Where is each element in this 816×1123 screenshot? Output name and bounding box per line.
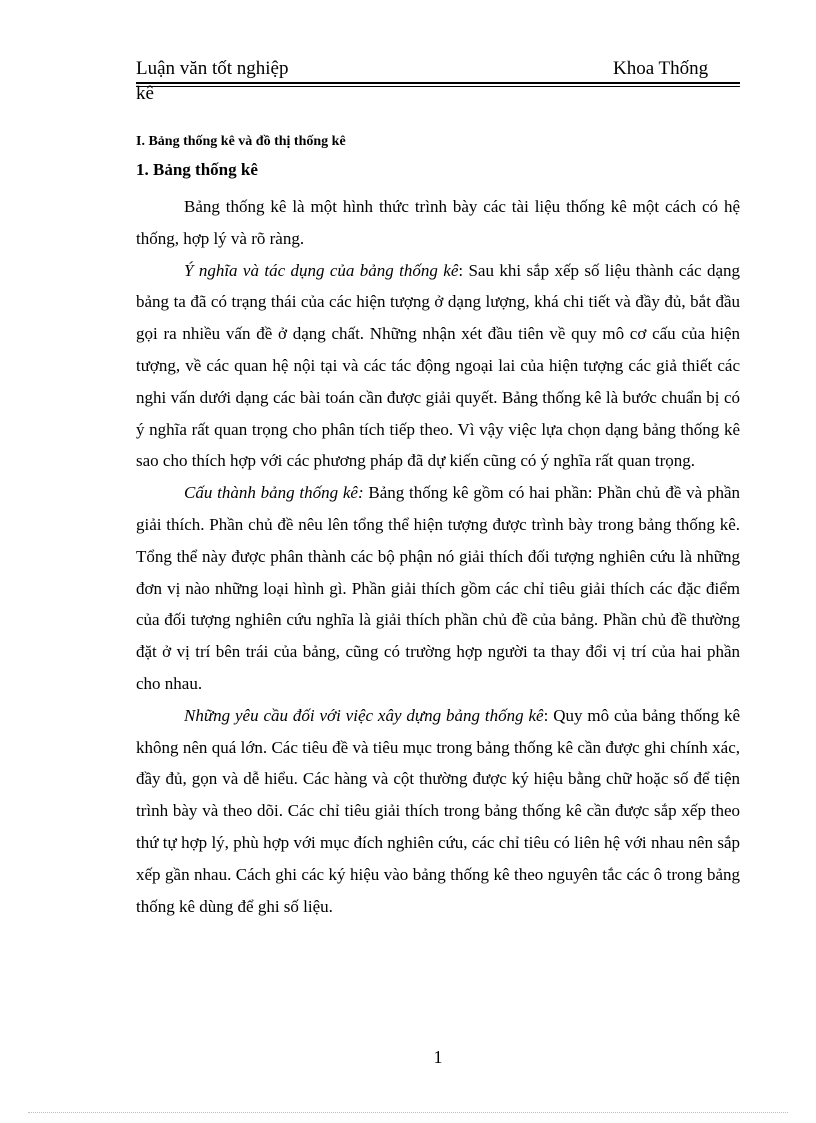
header-right-text: Khoa Thống xyxy=(613,58,709,79)
paragraph xyxy=(136,477,740,700)
page-bottom-border xyxy=(28,1112,788,1113)
header-left-text: Luận văn tốt nghiệp xyxy=(136,58,289,79)
paragraph xyxy=(136,191,740,255)
header-continuation-text: kê xyxy=(136,83,154,104)
header-rule-thick xyxy=(136,82,740,84)
paragraph-lead-italic: Ý nghĩa và tác dụng của bảng thống kê xyxy=(184,260,459,280)
paragraph-lead-italic: Cấu thành bảng thống kê: xyxy=(184,483,364,503)
page-number: 1 xyxy=(433,1047,443,1067)
paragraph xyxy=(136,255,740,478)
paragraph-text: Bảng thống kê là một hình thức trình bày các tài liệu thống kê một cách có hệ thống, hợp lý và rõ ràng. xyxy=(136,197,740,248)
paragraph-text: : Sau khi sắp xếp số liệu thành các dạng bảng ta đã có trạng thái của các hiện tượng ở dạng lượng, khá chi tiết và đầy đủ, bắt đầu gọi ra nhiều vấn đề ở dạng chất. Những nhận xét đầu tiên về quy mô cơ cấu của hiện tượng, về các quan hệ nội tại và các tác động ngoại lai của hiện tượng các giả thiết các nghi vấn dưới dạng các bài toán cần được giải quyết. Bảng thống kê là bước chuẩn bị có ý nghĩa rất quan trọng cho phân tích tiếp theo. Vì vậy việc lựa chọn dạng bảng thống kê sao cho thích hợp với các phương pháp đã dự kiến cũng có ý nghĩa rất quan trọng. xyxy=(136,260,740,471)
subsection-title: 1. Bảng thống kê xyxy=(136,160,258,179)
section-title: I. Bảng thống kê và đồ thị thống kê xyxy=(136,134,346,149)
body-text xyxy=(136,191,740,922)
paragraph-text: Bảng thống kê gồm có hai phần: Phần chủ đề và phần giải thích. Phần chủ đề nêu lên tổng thể hiện tượng được trình bày trong bảng thống kê. Tổng thể này được phân thành các bộ phận nó giải thích đối tượng nghiên cứu là những đơn vị nào những loại hình gì. Phần giải thích gồm các chỉ tiêu giải thích các đặc điểm của đối tượng nghiên cứu nghĩa là giải thích phần chủ đề của bảng. Phần chủ đề thường đặt ở vị trí bên trái của bảng, cũng có trường hợp người ta thay đổi vị trí của hai phần cho nhau. xyxy=(136,483,740,693)
paragraph xyxy=(136,700,740,923)
paragraph-text: : Quy mô của bảng thống kê không nên quá lớn. Các tiêu đề và tiêu mục trong bảng thống kê cần được ghi chính xác, đầy đủ, gọn và dễ hiểu. Các hàng và cột thường được ký hiệu bằng chữ hoặc số để tiện trình bày và theo dõi. Các chỉ tiêu giải thích trong bảng thống kê cần được sắp xếp theo thứ tự hợp lý, phù hợp với mục đích nghiên cứu, các chỉ tiêu có liên hệ với nhau nên sắp xếp gần nhau. Cách ghi các ký hiệu vào bảng thống kê theo nguyên tắc các ô trong bảng thống kê dùng để ghi số liệu. xyxy=(136,705,740,916)
page-header xyxy=(136,58,740,104)
header-rule-thin xyxy=(136,86,740,87)
header-row xyxy=(136,58,740,84)
paragraph-lead-italic: Những yêu cầu đối với việc xây dựng bảng thống kê xyxy=(184,705,544,725)
